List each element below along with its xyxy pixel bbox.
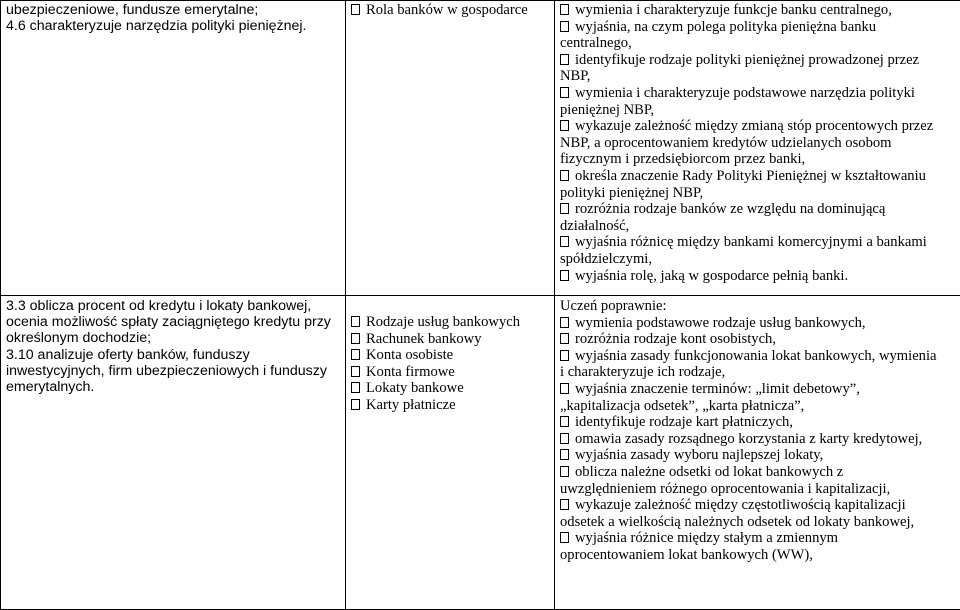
- bullet-box-icon: [351, 316, 360, 327]
- bullet-box-icon: [560, 449, 569, 460]
- learning-outcomes-cell: [1, 1, 346, 296]
- requirement-item: [560, 315, 956, 332]
- requirement-text: wymienia i charakteryzuje funkcje banku centralnego,: [575, 2, 892, 18]
- requirement-text: pieniężnej NBP,: [560, 102, 956, 119]
- requirement-text: oprocentowaniem lokat bankowych (WW),: [560, 547, 956, 564]
- requirement-text: wyjaśnia różnice między stałym a zmiennym: [575, 530, 838, 546]
- requirement-item: [560, 19, 956, 52]
- requirement-text: wykazuje zależność między częstotliwością kapitalizacji: [575, 497, 906, 513]
- bullet-box-icon: [560, 21, 569, 32]
- outcome-paragraph: [6, 347, 341, 396]
- requirement-text: NBP, a oprocentowaniem kredytów udzielanych osobom: [560, 135, 956, 152]
- bullet-box-icon: [560, 333, 569, 344]
- requirement-text: fizycznym i przedsiębiorcom przez banki,: [560, 151, 956, 168]
- requirement-text: NBP,: [560, 68, 956, 85]
- requirement-text: omawia zasady rozsądnego korzystania z karty kredytowej,: [575, 431, 922, 447]
- topic-label: Konta osobiste: [366, 347, 453, 363]
- requirement-item: [560, 497, 956, 530]
- requirements-heading: Uczeń poprawnie:: [560, 298, 956, 315]
- requirement-text: wymienia podstawowe rodzaje usług bankowych,: [575, 315, 866, 331]
- topic-label: Lokaty bankowe: [366, 380, 464, 396]
- bullet-box-icon: [351, 366, 360, 377]
- outcome-line: 3.3 oblicza procent od kredytu i lokaty bankowej,: [6, 298, 341, 314]
- requirement-item: [560, 431, 956, 448]
- bullet-box-icon: [560, 4, 569, 15]
- topic-item: [351, 380, 550, 397]
- requirement-item: [560, 464, 956, 497]
- requirement-text: polityki pieniężnej NBP,: [560, 185, 956, 202]
- requirement-item: [560, 268, 956, 285]
- requirement-text: wykazuje zależność między zmianą stóp procentowych przez: [575, 118, 933, 134]
- requirements-cell: [555, 1, 960, 296]
- bullet-box-icon: [351, 382, 360, 393]
- topic-item: [351, 314, 550, 331]
- outcome-line: 3.10 analizuje oferty banków, funduszy: [6, 347, 341, 363]
- requirement-text: rozróżnia rodzaje banków ze względu na dominującą: [575, 201, 885, 217]
- topic-label: Rola banków w gospodarce: [366, 2, 528, 18]
- topic-item: [351, 364, 550, 381]
- outcome-line: 4.6 charakteryzuje narzędzia polityki pieniężnej.: [6, 18, 341, 34]
- bullet-box-icon: [351, 349, 360, 360]
- requirement-item: [560, 348, 956, 381]
- topics-cell: [346, 296, 555, 610]
- requirement-item: [560, 52, 956, 85]
- requirement-text: „kapitalizacja odsetek”, „karta płatnicza”,: [560, 398, 956, 415]
- outcome-line: ubezpieczeniowe, fundusze emerytalne;: [6, 2, 341, 18]
- topic-label: Karty płatnicze: [366, 397, 456, 413]
- bullet-box-icon: [351, 399, 360, 410]
- requirement-item: [560, 2, 956, 19]
- requirements-cell: [555, 296, 960, 610]
- bullet-box-icon: [351, 4, 360, 15]
- bullet-box-icon: [560, 433, 569, 444]
- requirement-text: uwzględnieniem różnego oprocentowania i kapitalizacji,: [560, 481, 956, 498]
- bullet-box-icon: [560, 120, 569, 131]
- learning-outcomes-cell: [1, 296, 346, 610]
- requirement-item: [560, 381, 956, 414]
- requirement-text: i charakteryzuje ich rodzaje,: [560, 364, 956, 381]
- requirement-text: spółdzielczymi,: [560, 251, 956, 268]
- requirement-item: [560, 331, 956, 348]
- requirement-text: wyjaśnia różnicę między bankami komercyjnymi a bankami: [575, 234, 927, 250]
- bullet-box-icon: [560, 236, 569, 247]
- topic-label: Rachunek bankowy: [366, 331, 482, 347]
- requirement-text: oblicza należne odsetki od lokat bankowych z: [575, 464, 843, 480]
- bullet-box-icon: [560, 170, 569, 181]
- requirement-item: [560, 234, 956, 267]
- outcome-line: emerytalnych.: [6, 379, 341, 395]
- requirement-text: centralnego,: [560, 35, 956, 52]
- outcome-line: określonym dochodzie;: [6, 330, 341, 346]
- requirement-text: działalność,: [560, 218, 956, 235]
- table-row: [1, 296, 960, 610]
- bullet-box-icon: [560, 317, 569, 328]
- requirement-text: identyfikuje rodzaje kart płatniczych,: [575, 414, 793, 430]
- bullet-box-icon: [560, 466, 569, 477]
- requirement-text: wymienia i charakteryzuje podstawowe narzędzia polityki: [575, 85, 915, 101]
- requirement-item: [560, 414, 956, 431]
- table-row: [1, 1, 960, 296]
- outcome-line: inwestycyjnych, firm ubezpieczeniowych i funduszy: [6, 363, 341, 379]
- requirement-text: wyjaśnia rolę, jaką w gospodarce pełnią banki.: [575, 268, 848, 284]
- requirement-text: odsetek a wielkością należnych odsetek od lokaty bankowej,: [560, 514, 956, 531]
- bullet-box-icon: [560, 270, 569, 281]
- requirement-text: wyjaśnia znaczenie terminów: „limit debetowy”,: [575, 381, 860, 397]
- requirement-text: wyjaśnia, na czym polega polityka pieniężna banku: [575, 19, 876, 35]
- topic-label: Rodzaje usług bankowych: [366, 314, 520, 330]
- bullet-box-icon: [560, 383, 569, 394]
- bullet-box-icon: [560, 499, 569, 510]
- topic-item: [351, 347, 550, 364]
- requirement-text: określa znaczenie Rady Polityki Pieniężnej w kształtowaniu: [575, 168, 926, 184]
- requirement-item: [560, 168, 956, 201]
- bullet-box-icon: [560, 87, 569, 98]
- bullet-box-icon: [560, 532, 569, 543]
- topic-item: [351, 331, 550, 348]
- requirement-item: [560, 530, 956, 563]
- outcome-line: ocenia możliwość spłaty zaciągniętego kredytu przy: [6, 314, 341, 330]
- topic-label: Konta firmowe: [366, 364, 455, 380]
- requirement-text: rozróżnia rodzaje kont osobistych,: [575, 331, 776, 347]
- requirement-item: [560, 118, 956, 168]
- bullet-box-icon: [560, 350, 569, 361]
- outcome-paragraph: [6, 298, 341, 347]
- requirement-text: wyjaśnia zasady funkcjonowania lokat bankowych, wymienia: [575, 348, 937, 364]
- requirement-text: identyfikuje rodzaje polityki pieniężnej prowadzonej przez: [575, 52, 919, 68]
- bullet-box-icon: [351, 333, 360, 344]
- requirement-item: [560, 85, 956, 118]
- requirement-item: [560, 447, 956, 464]
- topic-item: [351, 397, 550, 414]
- topics-cell: [346, 1, 555, 296]
- bullet-box-icon: [560, 203, 569, 214]
- requirement-text: wyjaśnia zasady wyboru najlepszej lokaty,: [575, 447, 823, 463]
- bullet-box-icon: [560, 54, 569, 65]
- requirement-item: [560, 201, 956, 234]
- bullet-box-icon: [560, 416, 569, 427]
- topic-item: [351, 2, 550, 19]
